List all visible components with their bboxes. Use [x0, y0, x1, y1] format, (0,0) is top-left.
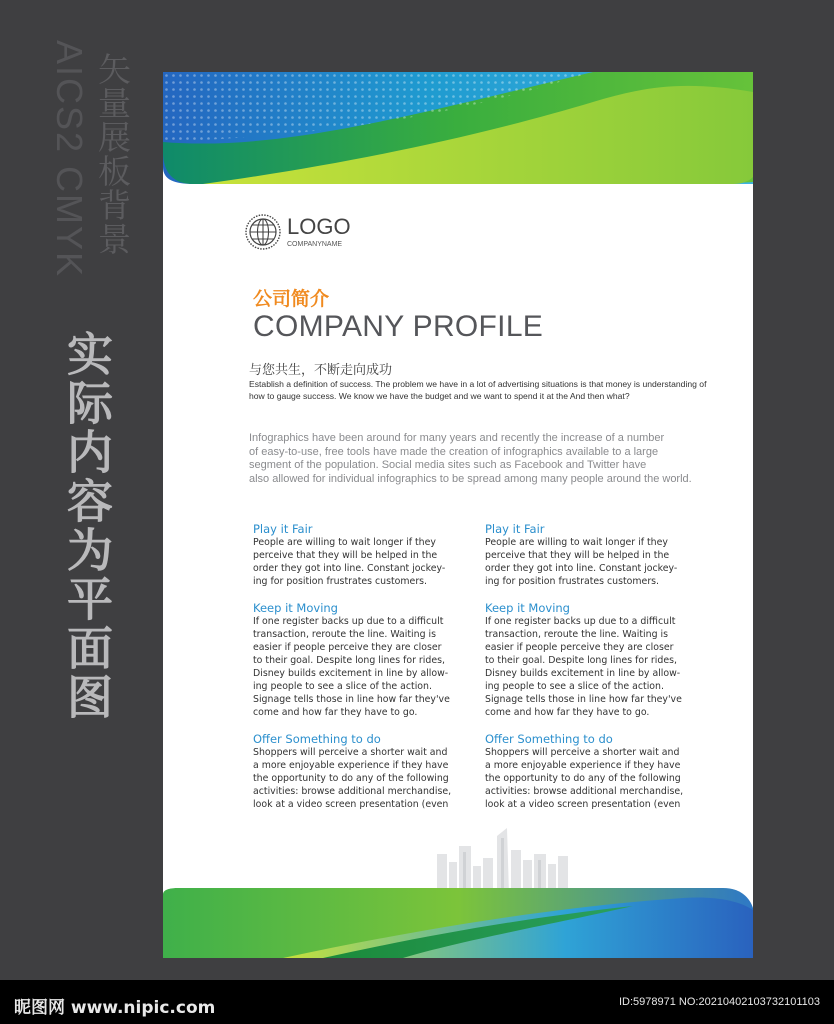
section-heading: Keep it Moving — [485, 601, 570, 615]
poster — [163, 72, 753, 958]
bottom-swoosh-decoration — [163, 888, 753, 958]
city-skyline-icon — [423, 824, 583, 894]
section-line: Shoppers will perceive a shorter wait and — [253, 747, 448, 758]
company-logo — [243, 212, 351, 252]
section-keep-it-moving — [253, 601, 473, 719]
section-line: ing people to see a slice of the action. — [485, 681, 664, 692]
watermark-id: ID:5978971 NO:20210402103732101103 — [618, 996, 820, 1008]
tagline: 与您共生，不断走向成功 — [249, 363, 393, 378]
section-line: perceive that they will be helped in the — [253, 550, 438, 561]
paragraph-line: of easy-to-use, free tools have made the creation of infographics available to a large — [249, 445, 659, 458]
section-line: Signage tells those in line how far they've — [485, 694, 682, 705]
logo-word: LOGO — [287, 214, 351, 239]
watermark-site-logo: 昵图网 www.nipic.com — [14, 998, 216, 1018]
paragraph-line: also allowed for individual infographics to be spread among many people around the world. — [249, 473, 692, 486]
section-line: easier if people perceive they are closer — [485, 642, 674, 653]
section-line: the opportunity to do any of the following — [253, 773, 449, 784]
title-cn: 公司简介 — [253, 288, 330, 310]
section-offer-something — [485, 732, 705, 811]
paragraph-line: Infographics have been around for many years and recently the increase of a number — [249, 432, 665, 444]
infographics-paragraph — [249, 432, 719, 487]
section-line: order they got into line. Constant jockey- — [485, 563, 678, 574]
section-line: look at a video screen presentation (even — [253, 799, 449, 810]
section-line: to their goal. Despite long lines for rides, — [253, 655, 445, 666]
section-heading: Offer Something to do — [485, 732, 613, 746]
section-line: ing for position frustrates customers. — [485, 576, 660, 587]
section-heading: Play it Fair — [253, 522, 313, 536]
page-title: COMPANY PROFILE — [253, 310, 544, 343]
globe-icon — [243, 212, 283, 252]
section-line: easier if people perceive they are closer — [253, 642, 442, 653]
section-line: If one register backs up due to a difficult — [485, 616, 676, 627]
section-keep-it-moving — [485, 601, 705, 719]
section-line: a more enjoyable experience if they have — [485, 760, 681, 771]
side-actual-note: 实际内容为平面图 — [60, 330, 114, 722]
side-cn-title: 矢量展板背景 — [93, 52, 132, 256]
section-heading: Offer Something to do — [253, 732, 381, 746]
watermark-bar — [0, 980, 834, 1024]
top-swoosh-decoration — [163, 72, 753, 187]
section-line: ing people to see a slice of the action. — [253, 681, 432, 692]
intro-paragraph: Establish a definition of success. The problem we have in a lot of advertising situations is that money is understanding of how to gauge success. We know we have the budget and we want to spend it at the And then what? — [249, 379, 707, 401]
section-play-it-fair — [485, 522, 705, 588]
section-line: the opportunity to do any of the following — [485, 773, 681, 784]
section-offer-something — [253, 732, 473, 811]
section-line: order they got into line. Constant jockey- — [253, 563, 446, 574]
section-line: Disney builds excitement in line by allow- — [485, 668, 681, 679]
section-line: to their goal. Despite long lines for rides, — [485, 655, 677, 666]
section-line: ing for position frustrates customers. — [253, 576, 428, 587]
section-heading: Keep it Moving — [253, 601, 338, 615]
section-line: If one register backs up due to a difficult — [253, 616, 444, 627]
section-line: Signage tells those in line how far they've — [253, 694, 450, 705]
section-line: People are willing to wait longer if they — [253, 537, 436, 548]
section-line: Shoppers will perceive a shorter wait and — [485, 747, 680, 758]
section-line: Disney builds excitement in line by allow- — [253, 668, 449, 679]
section-line: transaction, reroute the line. Waiting is — [253, 629, 436, 640]
section-line: activities: browse additional merchandise, — [253, 786, 452, 797]
section-line: look at a video screen presentation (even — [485, 799, 681, 810]
section-line: come and how far they have to go. — [253, 707, 418, 718]
section-play-it-fair — [253, 522, 473, 588]
paragraph-line: segment of the population. Social media sites such as Facebook and Twitter have — [249, 459, 647, 472]
section-line: People are willing to wait longer if they — [485, 537, 668, 548]
section-line: come and how far they have to go. — [485, 707, 650, 718]
side-en-title: AICS2 CMYK — [49, 40, 90, 279]
section-line: perceive that they will be helped in the — [485, 550, 670, 561]
section-line: transaction, reroute the line. Waiting is — [485, 629, 668, 640]
section-line: a more enjoyable experience if they have — [253, 760, 449, 771]
section-line: activities: browse additional merchandise, — [485, 786, 684, 797]
logo-company-name: COMPANYNAME — [287, 241, 343, 248]
section-heading: Play it Fair — [485, 522, 545, 536]
